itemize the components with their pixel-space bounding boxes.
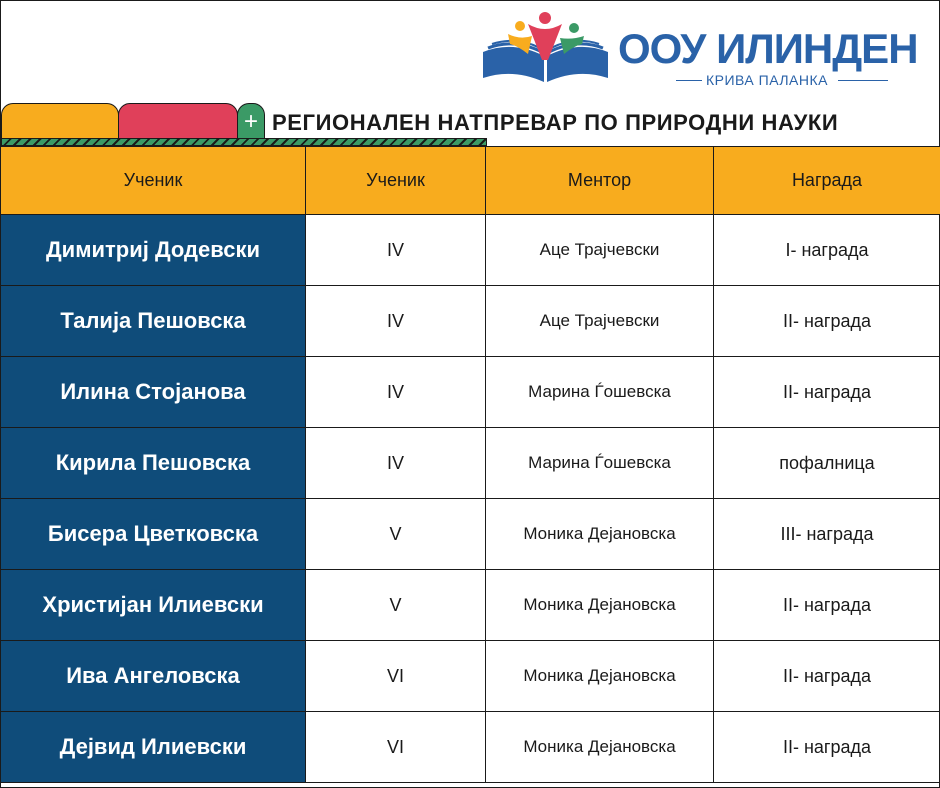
student-grade: IV [306,215,486,286]
table-header-row [1,147,940,215]
award: III- награда [714,499,940,570]
table-row [1,499,940,570]
logo-divider-left [676,80,702,81]
student-grade: IV [306,357,486,428]
award: II- награда [714,286,940,357]
logo-divider-right [838,80,888,81]
student-grade: IV [306,428,486,499]
plus-icon: + [237,103,265,140]
mentor-name: Моника Дејановска [486,712,714,783]
student-name: Талија Пешовска [1,286,306,357]
book-people-logo-icon [478,10,613,85]
school-logo [478,10,923,90]
student-name: Бисера Цветковска [1,499,306,570]
student-grade: V [306,499,486,570]
school-city: КРИВА ПАЛАНКА [706,72,828,88]
award: II- награда [714,570,940,641]
folder-tab-orange [1,103,119,140]
mentor-name: Моника Дејановска [486,499,714,570]
student-name: Ива Ангеловска [1,641,306,712]
student-name: Димитриј Додевски [1,215,306,286]
table-row [1,286,940,357]
student-grade: V [306,570,486,641]
folder-tab-red [118,103,238,140]
column-header-mentor: Ментор [486,147,714,215]
student-grade: VI [306,712,486,783]
mentor-name: Моника Дејановска [486,641,714,712]
award: I- награда [714,215,940,286]
award: пофалница [714,428,940,499]
table-row [1,428,940,499]
award: II- награда [714,357,940,428]
striped-bar [1,138,487,146]
column-header-award: Награда [714,147,940,215]
table-row [1,357,940,428]
award: II- награда [714,712,940,783]
school-name: ООУ ИЛИНДЕН [618,25,918,72]
mentor-name: Аце Трајчевски [486,215,714,286]
table-row [1,641,940,712]
table-row [1,215,940,286]
student-name: Христијан Илиевски [1,570,306,641]
table-row [1,712,940,783]
award: II- награда [714,641,940,712]
column-header-grade: Ученик [306,147,486,215]
mentor-name: Марина Ѓошевска [486,428,714,499]
mentor-name: Аце Трајчевски [486,286,714,357]
table-row [1,570,940,641]
column-header-student: Ученик [1,147,306,215]
mentor-name: Моника Дејановска [486,570,714,641]
mentor-name: Марина Ѓошевска [486,357,714,428]
results-table [0,146,940,783]
student-name: Дејвид Илиевски [1,712,306,783]
student-name: Илина Стојанова [1,357,306,428]
page-title: РЕГИОНАЛЕН НАТПРЕВАР ПО ПРИРОДНИ НАУКИ [272,110,839,135]
school-city-line [676,72,888,88]
student-name: Кирила Пешовска [1,428,306,499]
student-grade: IV [306,286,486,357]
student-grade: VI [306,641,486,712]
